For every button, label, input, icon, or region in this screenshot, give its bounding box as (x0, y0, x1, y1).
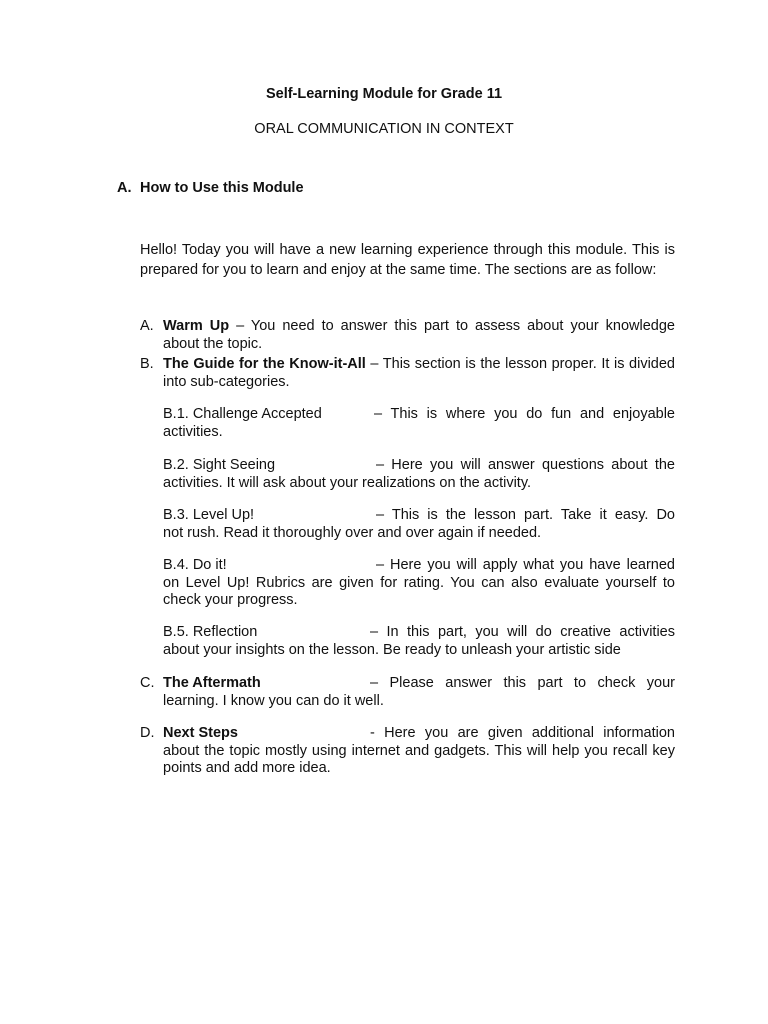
sub-item-rest: not rush. Read it thoroughly over and over again if needed. (163, 524, 542, 541)
section-letter: A. (117, 180, 132, 196)
list-item-label: The Aftermath (163, 675, 261, 691)
intro-paragraph: Hello! Today you will have a new learning experience through this module. This is prepared for you to learn and enjoy at the same time. The sections are as follow: (140, 242, 675, 278)
list-item-guide (140, 356, 675, 391)
sub-item-label: B.1. Challenge Accepted (163, 406, 322, 422)
list-item-label: The Guide for the Know-it-All (163, 356, 366, 372)
sub-item-b1 (163, 406, 675, 441)
list-item-rest: learning. I know you can do it well. (163, 692, 384, 709)
section-heading-text: How to Use this Module (140, 180, 304, 196)
list-item-label: Next Steps (163, 725, 238, 741)
sub-item-label: B.4. Do it! (163, 557, 227, 573)
sub-item-b3 (163, 507, 675, 542)
list-item-line1: - Here you are given additional information (370, 725, 675, 741)
document-subtitle: ORAL COMMUNICATION IN CONTEXT (254, 121, 514, 137)
sub-item-line1: – This is where you do fun and enjoyable (374, 406, 675, 422)
list-item-letter: D. (140, 725, 155, 741)
sub-item-line1: – Here you will apply what you have learned (376, 557, 675, 573)
sub-item-rest: activities. It will ask about your realizations on the activity. (163, 474, 532, 491)
sub-item-b2 (163, 457, 675, 492)
sub-item-rest: on Level Up! Rubrics are given for rating. You can also evaluate yourself to check your progress. (163, 574, 675, 608)
sub-item-b4 (163, 557, 675, 610)
sub-item-label: B.3. Level Up! (163, 507, 255, 523)
list-item-next-steps (140, 725, 675, 778)
list-item-warm-up (140, 318, 675, 353)
sub-item-line1: – Here you will answer questions about the (376, 457, 675, 473)
document-title: Self-Learning Module for Grade 11 (265, 86, 503, 102)
list-item-aftermath (140, 675, 675, 710)
sub-item-label: B.5. Reflection (163, 624, 258, 640)
sub-item-rest: about your insights on the lesson. Be ready to unleash your artistic side (163, 641, 621, 658)
sub-item-line1: – This is the lesson part. Take it easy. Do (376, 507, 675, 523)
list-item-letter: B. (140, 356, 154, 372)
list-item-rest: about the topic mostly using internet and gadgets. This will help you recall key points and add more idea. (163, 742, 675, 776)
sub-item-b5 (163, 624, 675, 659)
sub-item-line1: – In this part, you will do creative activities (370, 624, 675, 640)
sub-item-label: B.2. Sight Seeing (163, 457, 276, 473)
section-heading (117, 180, 304, 196)
sub-item-rest: activities. (163, 423, 223, 440)
list-item-text: – This section is the lesson proper. It is divided into sub-categories. (163, 356, 675, 390)
list-item-line1: – Please answer this part to check your (370, 675, 675, 691)
list-item-letter: C. (140, 675, 155, 691)
list-item-label: Warm Up (163, 318, 230, 334)
list-item-letter: A. (140, 318, 154, 334)
list-item-text: – You need to answer this part to assess about your knowledge about the topic. (163, 318, 675, 352)
